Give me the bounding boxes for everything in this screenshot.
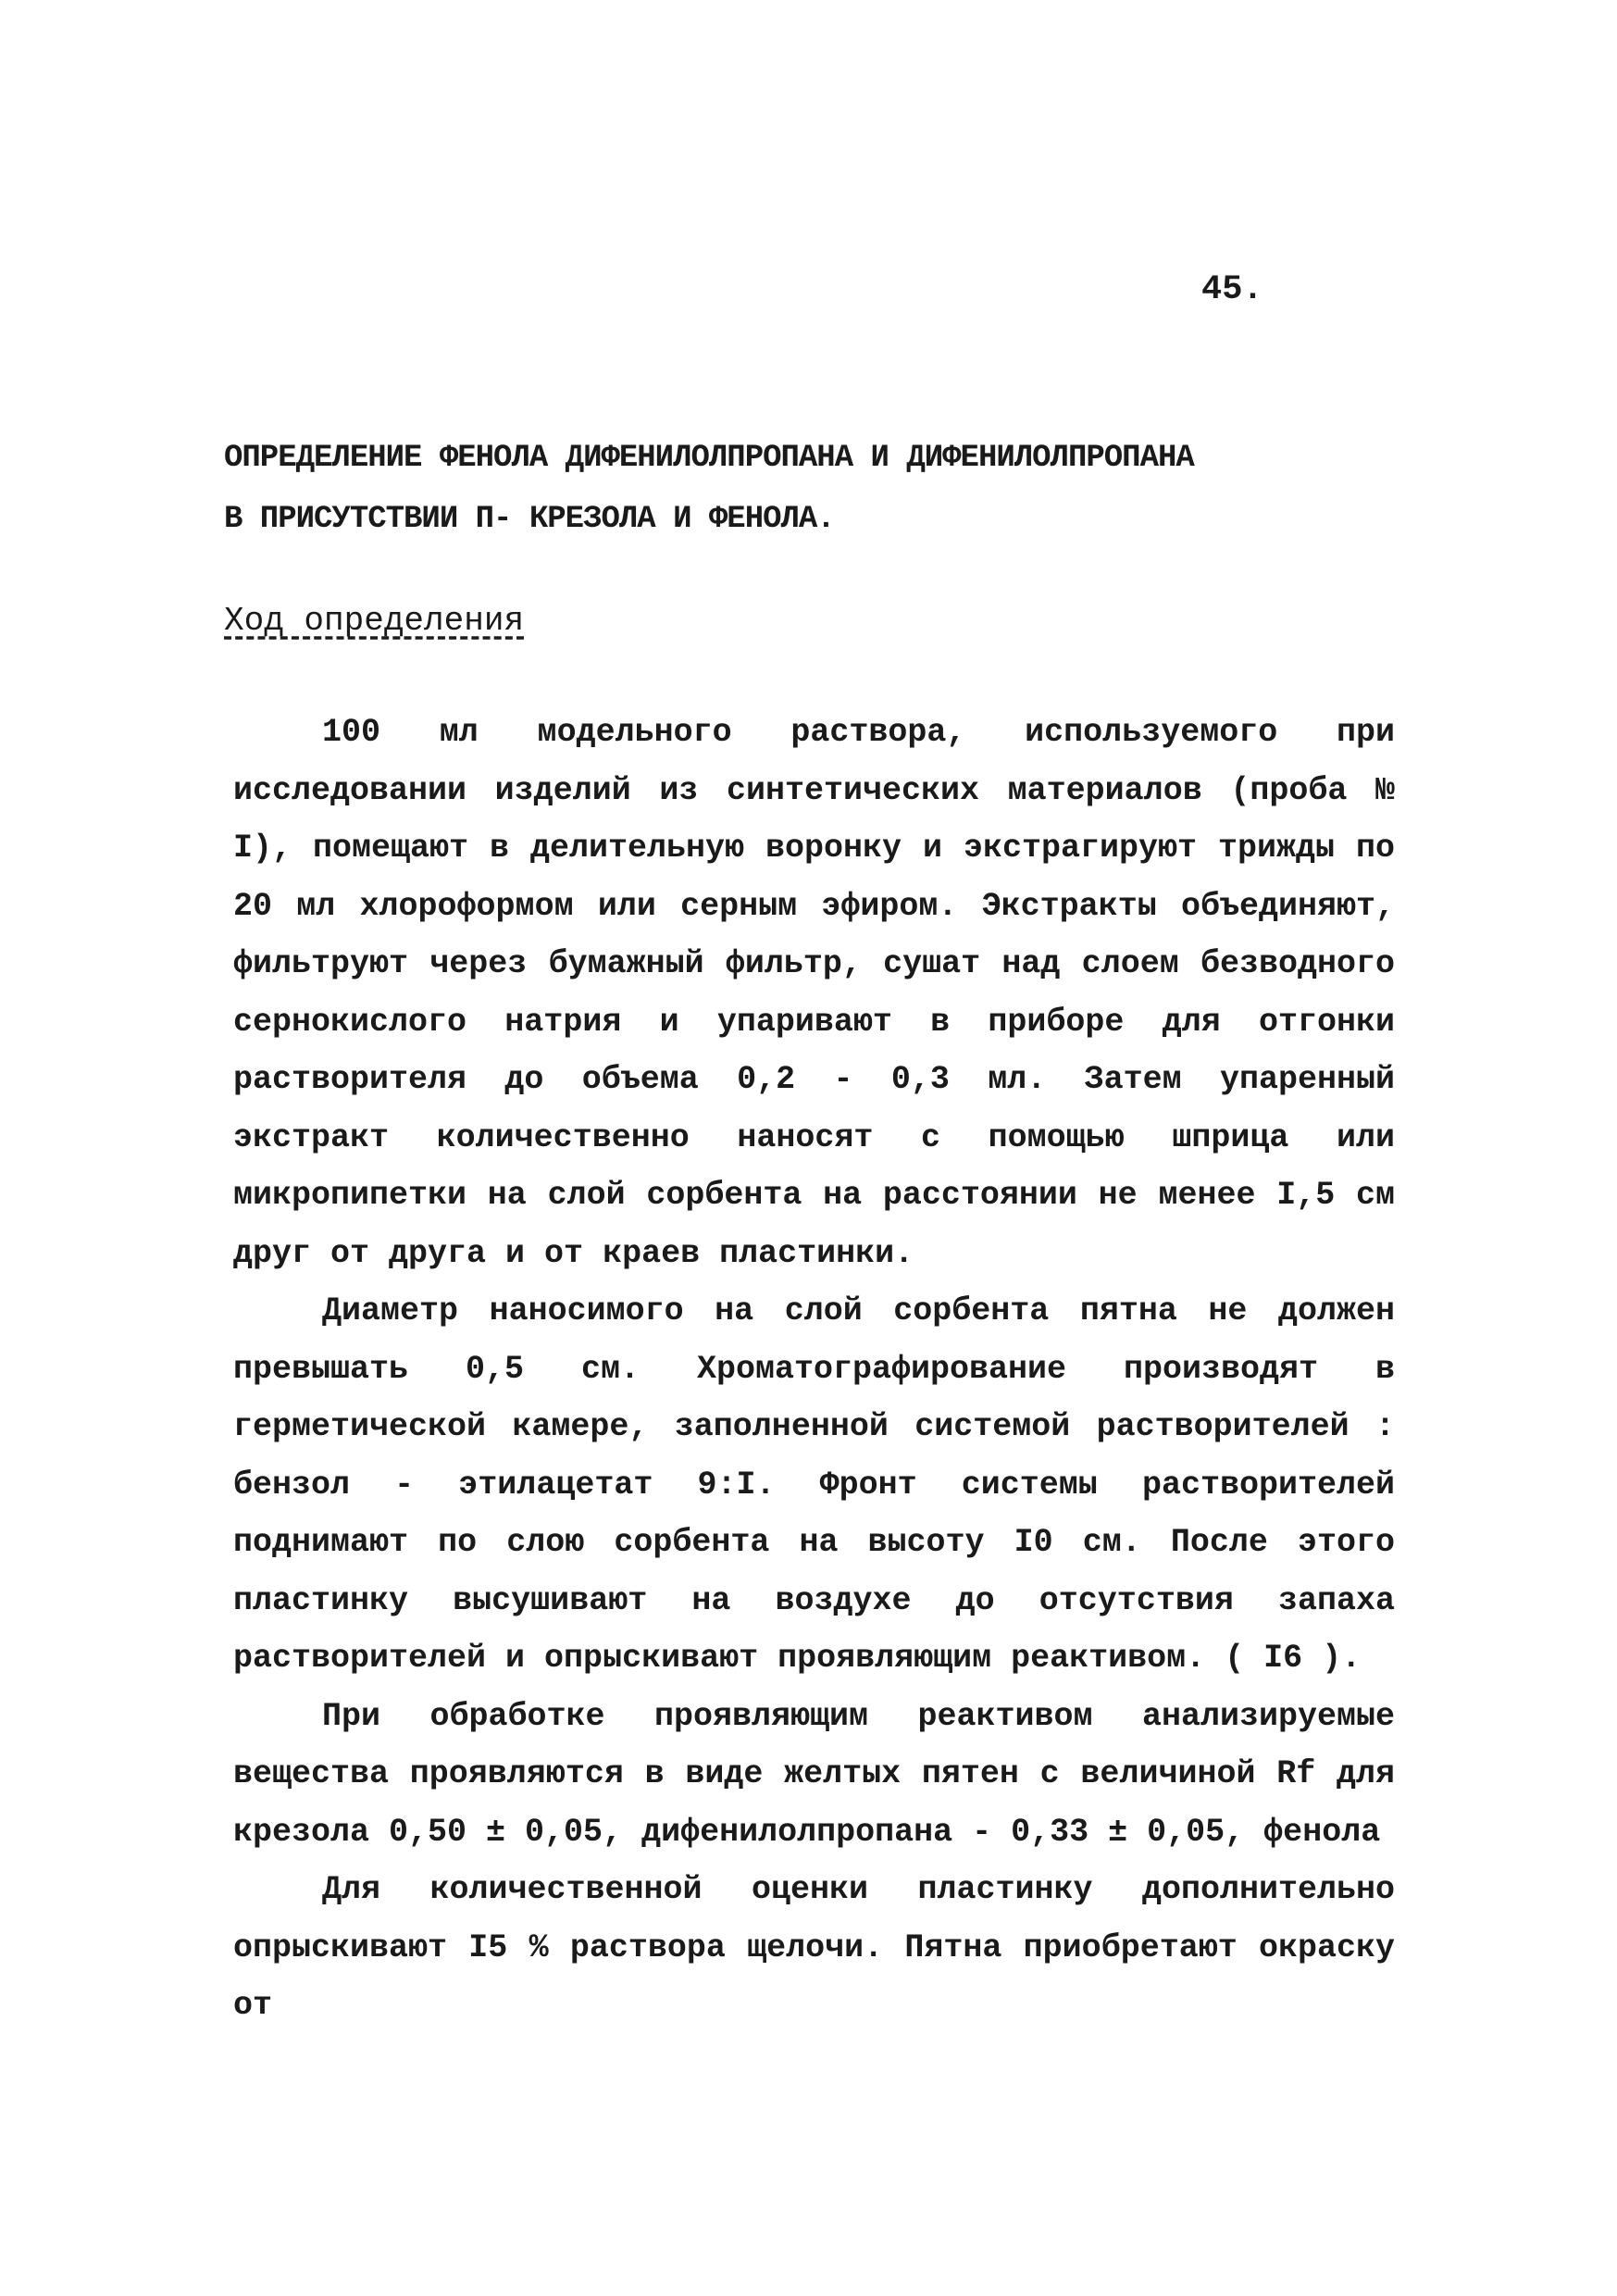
document-title	[224, 428, 1427, 550]
body-text	[233, 704, 1395, 2035]
title-line-1: ОПРЕДЕЛЕНИЕ ФЕНОЛА ДИФЕНИЛОЛПРОПАНА И ДИФЕНИЛОЛПРОПАНА	[224, 441, 1194, 476]
section-subheading: Ход определения	[224, 602, 525, 640]
paragraph-1: 100 мл модельного раствора, используемого при исследовании изделий из синтетических материалов (проба № I), помещают в делительную воронку и экстрагируют трижды по 20 мл хлороформом или серным эфиром. Экстракты объединяют, фильтруют через бумажный фильтр, сушат над слоем безводного сернокислого натрия и упаривают в приборе для отгонки растворителя до объема 0,2 - 0,3 мл. Затем упаренный экстракт количественно наносят с помощью шприца или микропипетки на слой сорбента на расстоянии не менее I,5 см друг от друга и от краев пластинки.	[233, 714, 1395, 1272]
title-line-2: В ПРИСУТСТВИИ П- КРЕЗОЛА И ФЕНОЛА.	[224, 502, 835, 537]
paragraph-3: При обработке проявляющим реактивом анализируемые вещества проявляются в виде желтых пятен с величиной Rf для крезола 0,50 ± 0,05, дифенилолпропана - 0,33 ± 0,05, фенола	[233, 1697, 1395, 1851]
page-number: 45.	[1201, 270, 1263, 309]
paragraph-2: Диаметр наносимого на слой сорбента пятна не должен превышать 0,5 см. Хроматографирование производят в герметической камере, заполненной системой растворителей : бензол - этилацетат 9:I. Фронт системы растворителей поднимают по слою сорбента на высоту I0 см. После этого пластинку высушивают на воздухе до отсутствия запаха растворителей и опрыскивают проявляющим реактивом. ( I6 ).	[233, 1292, 1395, 1677]
paragraph-4: Для количественной оценки пластинку дополнительно опрыскивают I5 % раствора щелочи. Пятна приобретают окраску от	[233, 1871, 1395, 2024]
